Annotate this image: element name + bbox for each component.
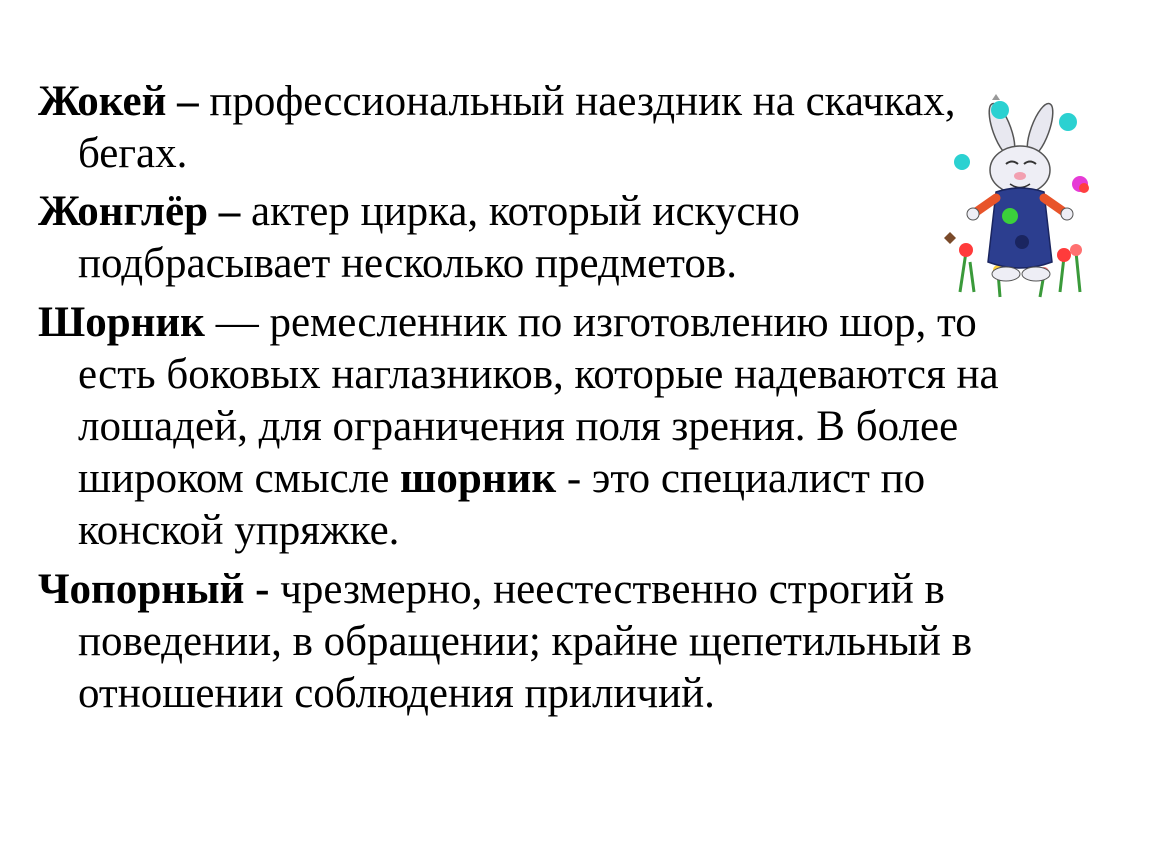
separator: – bbox=[166, 78, 210, 125]
definition-line: профессиональный наездник на скачках, bbox=[209, 78, 956, 125]
definition-jockey bbox=[38, 76, 955, 180]
term-juggler: Жонглёр bbox=[38, 188, 209, 235]
term-saddler: Шорник bbox=[38, 299, 205, 346]
definition-saddler bbox=[38, 297, 999, 557]
definition-line: лошадей, для ограничения поля зрения. В более bbox=[78, 403, 959, 450]
separator: — bbox=[204, 299, 270, 346]
definition-line: актер цирка, который искусно bbox=[251, 188, 800, 235]
definition-juggler bbox=[38, 186, 800, 290]
separator bbox=[269, 566, 280, 613]
definition-fragment: широком смысле bbox=[78, 455, 401, 502]
juggling-bunny-icon bbox=[940, 92, 1100, 302]
definition-line: подбрасывает несколько предметов. bbox=[78, 240, 737, 287]
definition-line: чрезмерно, неестественно строгий в bbox=[280, 566, 945, 613]
definition-line: бегах. bbox=[78, 130, 188, 177]
definition-line: ремесленник по изготовлению шор, то bbox=[269, 299, 977, 346]
term-jockey: Жокей bbox=[38, 78, 167, 125]
definition-fragment: - это специалист по bbox=[556, 455, 926, 502]
term-saddler-inline: шорник bbox=[400, 455, 557, 502]
definition-line-with-bold bbox=[38, 453, 999, 505]
separator: – bbox=[208, 188, 252, 235]
definition-line: отношении соблюдения приличий. bbox=[78, 670, 715, 717]
definition-line: поведении, в обращении; крайне щепетильный в bbox=[78, 618, 972, 665]
term-prim: Чопорный - bbox=[38, 566, 270, 613]
definition-line: конской упряжке. bbox=[78, 507, 400, 554]
definition-line: есть боковых наглазников, которые надеваются на bbox=[78, 351, 999, 398]
definition-prim bbox=[38, 564, 972, 720]
